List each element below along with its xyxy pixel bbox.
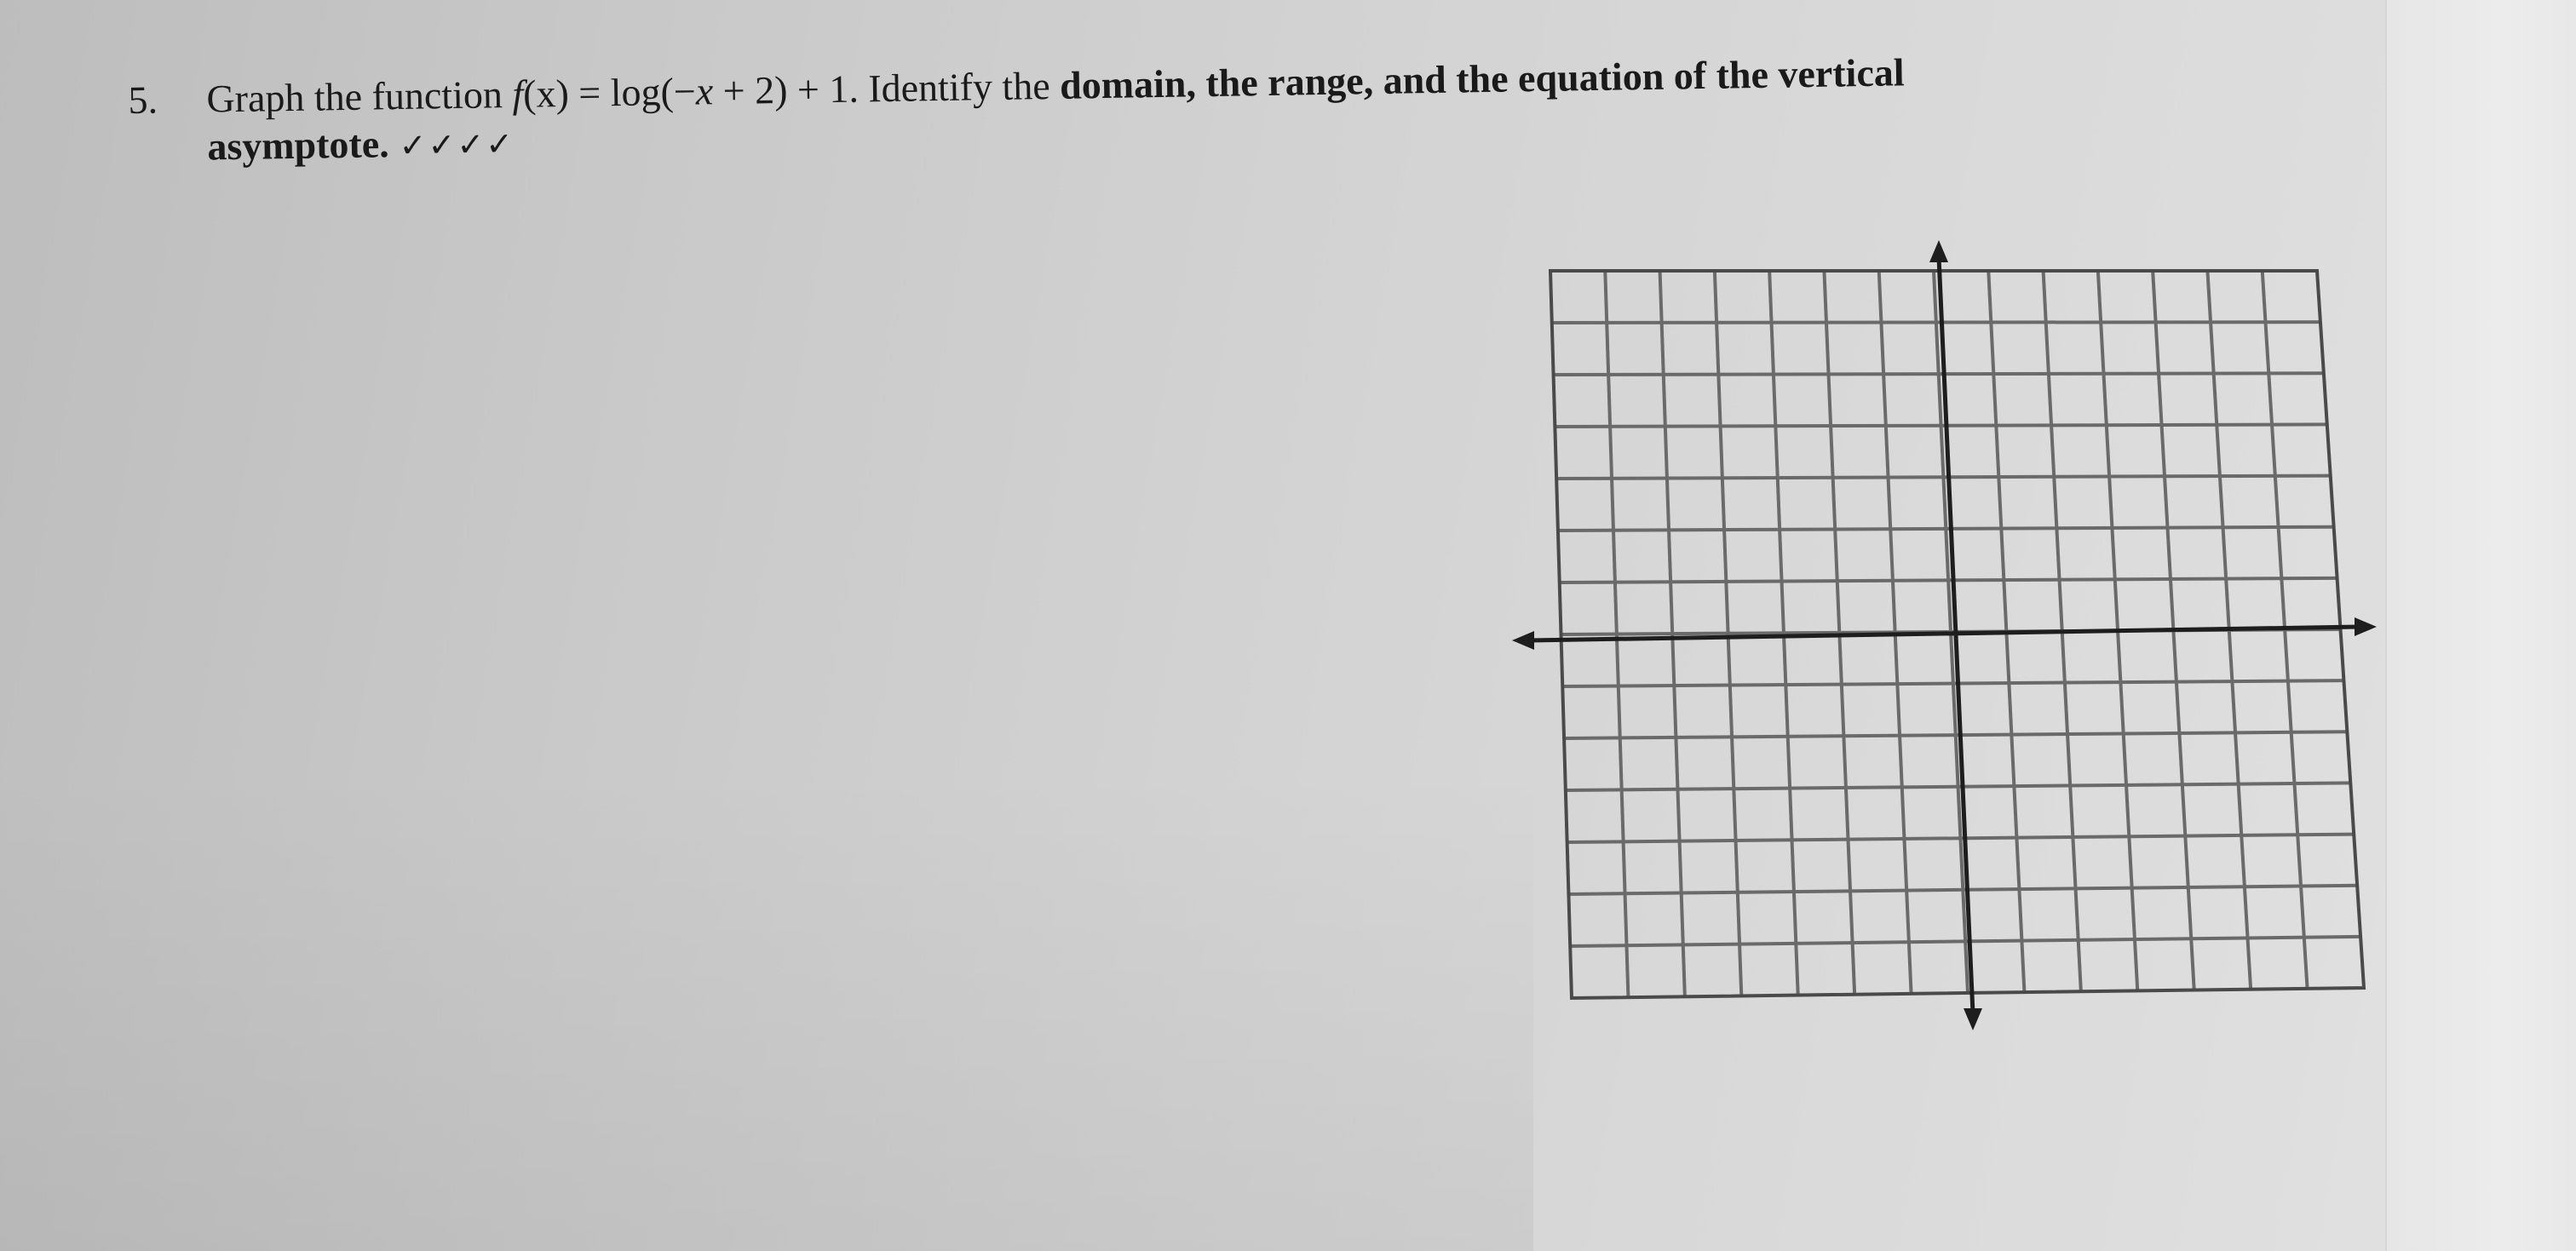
x-axis-right-arrow	[2355, 617, 2377, 636]
grid-line-horizontal	[1558, 527, 2334, 531]
checkmarks-annotation: ✓✓✓✓	[399, 124, 515, 165]
grid-line-horizontal	[1560, 578, 2337, 582]
function-name: f	[511, 72, 524, 116]
function-argument: (x)	[522, 71, 570, 116]
grid-line-horizontal	[1556, 476, 2331, 479]
function-rest: + 2) + 1. Identify the	[712, 63, 1061, 113]
function-variable: x	[695, 69, 714, 113]
problem-text-intro: Graph the function	[206, 72, 513, 121]
function-equals: = log(−	[568, 69, 697, 115]
y-axis-down-arrow	[1964, 1008, 1982, 1030]
y-axis-up-arrow	[1929, 240, 1948, 262]
grid-line-horizontal	[1554, 373, 2324, 375]
x-axis-left-arrow	[1512, 631, 1534, 650]
grid-line-horizontal	[1555, 424, 2326, 427]
task-bold-asymptote: asymptote.	[206, 122, 390, 169]
grid-line-horizontal	[1552, 322, 2320, 323]
problem-number: 5.	[128, 77, 158, 122]
task-bold-text: domain, the range, and the equation of the vertical	[1059, 50, 1905, 107]
